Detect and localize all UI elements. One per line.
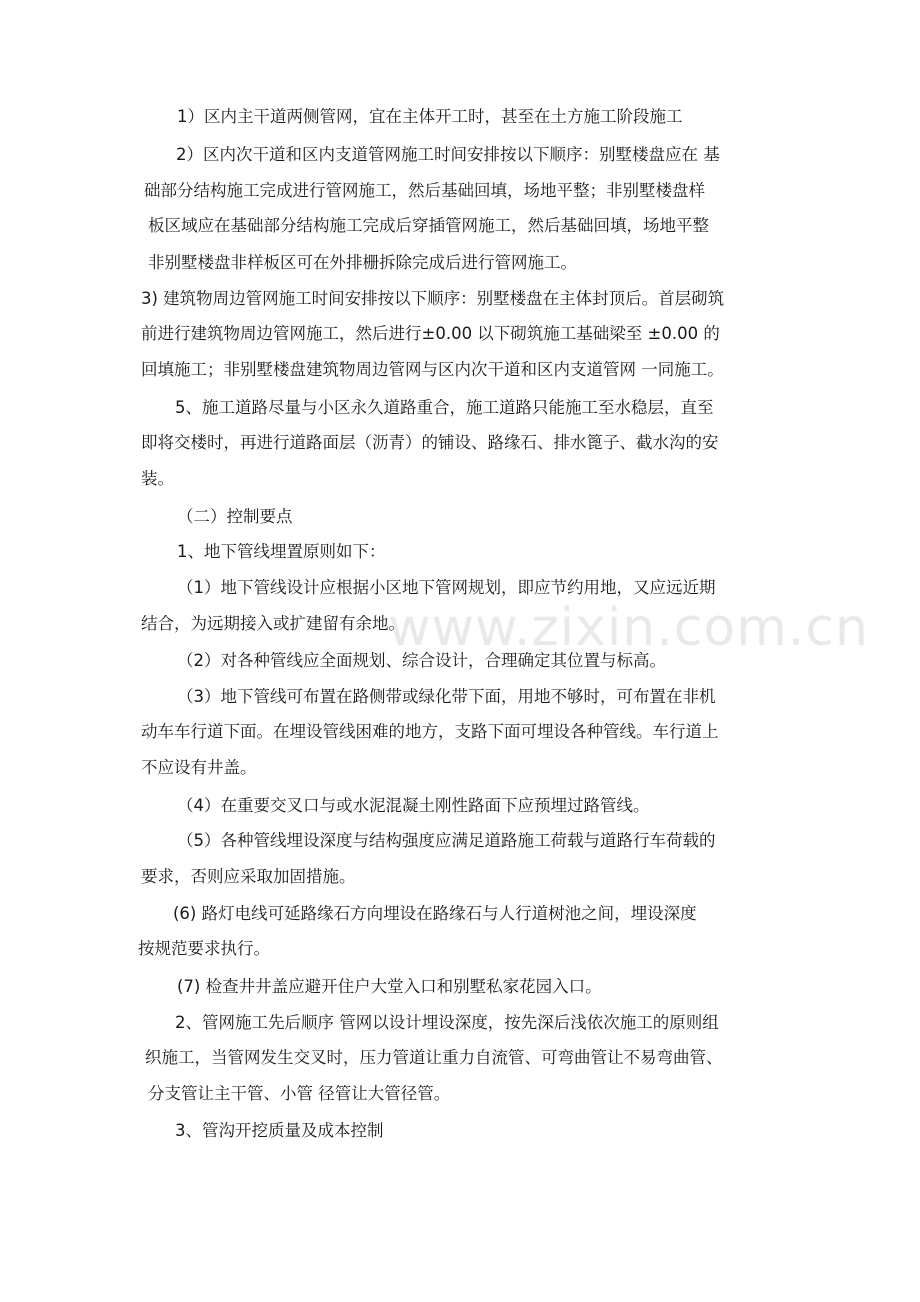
text-line: 装。 bbox=[141, 469, 174, 488]
text-line: 础部分结构施工完成进行管网施工，然后基础回填，场地平整；非别墅楼盘样 bbox=[144, 181, 705, 200]
text-line: （5）各种管线埋设深度与结构强度应满足道路施工荷载与道路行车荷载的 bbox=[177, 831, 716, 850]
text-line: (7) 检查井井盖应避开住户大堂入口和别墅私家花园入口。 bbox=[177, 977, 602, 996]
text-line: 1、地下管线埋置原则如下： bbox=[177, 542, 386, 561]
text-line: 分支管让主干管、小管 径管让大管径管。 bbox=[148, 1084, 451, 1103]
text-line: 回填施工；非别墅楼盘建筑物周边管网与区内次干道和区内支道管网 一同施工。 bbox=[141, 360, 724, 379]
watermark: www.zixin.com.cn bbox=[388, 598, 869, 658]
text-line: 前进行建筑物周边管网施工，然后进行±0.00 以下砌筑施工基础梁至 ±0.00 的 bbox=[141, 324, 720, 343]
text-line: （1）地下管线设计应根据小区地下管网规划，即应节约用地，又应远近期 bbox=[177, 578, 716, 597]
text-line: 3) 建筑物周边管网施工时间安排按以下顺序：别墅楼盘在主体封顶后。首层砌筑 bbox=[141, 289, 725, 308]
text-line: 非别墅楼盘非样板区可在外排栅拆除完成后进行管网施工。 bbox=[148, 253, 577, 272]
text-line: （3）地下管线可布置在路侧带或绿化带下面，用地不够时，可布置在非机 bbox=[177, 687, 716, 706]
section-heading: 3、管沟开挖质量及成本控制 bbox=[175, 1121, 384, 1140]
text-line: 2、管网施工先后顺序 管网以设计埋设深度，按先深后浅依次施工的原则组 bbox=[175, 1013, 719, 1032]
text-line: 1）区内主干道两侧管网，宜在主体开工时，甚至在土方施工阶段施工 bbox=[177, 107, 683, 126]
text-line: 5、施工道路尽量与小区永久道路重合，施工道路只能施工至水稳层，直至 bbox=[175, 398, 714, 417]
text-line: 按规范要求执行。 bbox=[138, 939, 270, 958]
text-line: 织施工，当管网发生交叉时，压力管道让重力自流管、可弯曲管让不易弯曲管、 bbox=[145, 1048, 723, 1067]
text-line: （4）在重要交叉口与或水泥混凝土刚性路面下应预埋过路管线。 bbox=[177, 796, 650, 815]
text-line: 即将交楼时，再进行道路面层（沥青）的铺设、路缘石、排水篦子、截水沟的安 bbox=[141, 433, 719, 452]
text-line: 2）区内次干道和区内支道管网施工时间安排按以下顺序：别墅楼盘应在 基 bbox=[176, 145, 720, 164]
text-line: (6) 路灯电线可延路缘石方向埋设在路缘石与人行道树池之间，埋设深度 bbox=[173, 904, 697, 923]
text-line: 不应设有井盖。 bbox=[141, 758, 257, 777]
text-line: 动车车行道下面。在埋设管线困难的地方，支路下面可埋设各种管线。车行道上 bbox=[141, 722, 719, 741]
text-line: （2）对各种管线应全面规划、综合设计，合理确定其位置与标高。 bbox=[177, 651, 666, 670]
section-heading: （二）控制要点 bbox=[177, 507, 293, 526]
text-line: 结合，为远期接入或扩建留有余地。 bbox=[141, 614, 405, 633]
text-line: 板区域应在基础部分结构施工完成后穿插管网施工，然后基础回填，场地平整 bbox=[148, 216, 709, 235]
text-line: 要求，否则应采取加固措施。 bbox=[141, 867, 356, 886]
